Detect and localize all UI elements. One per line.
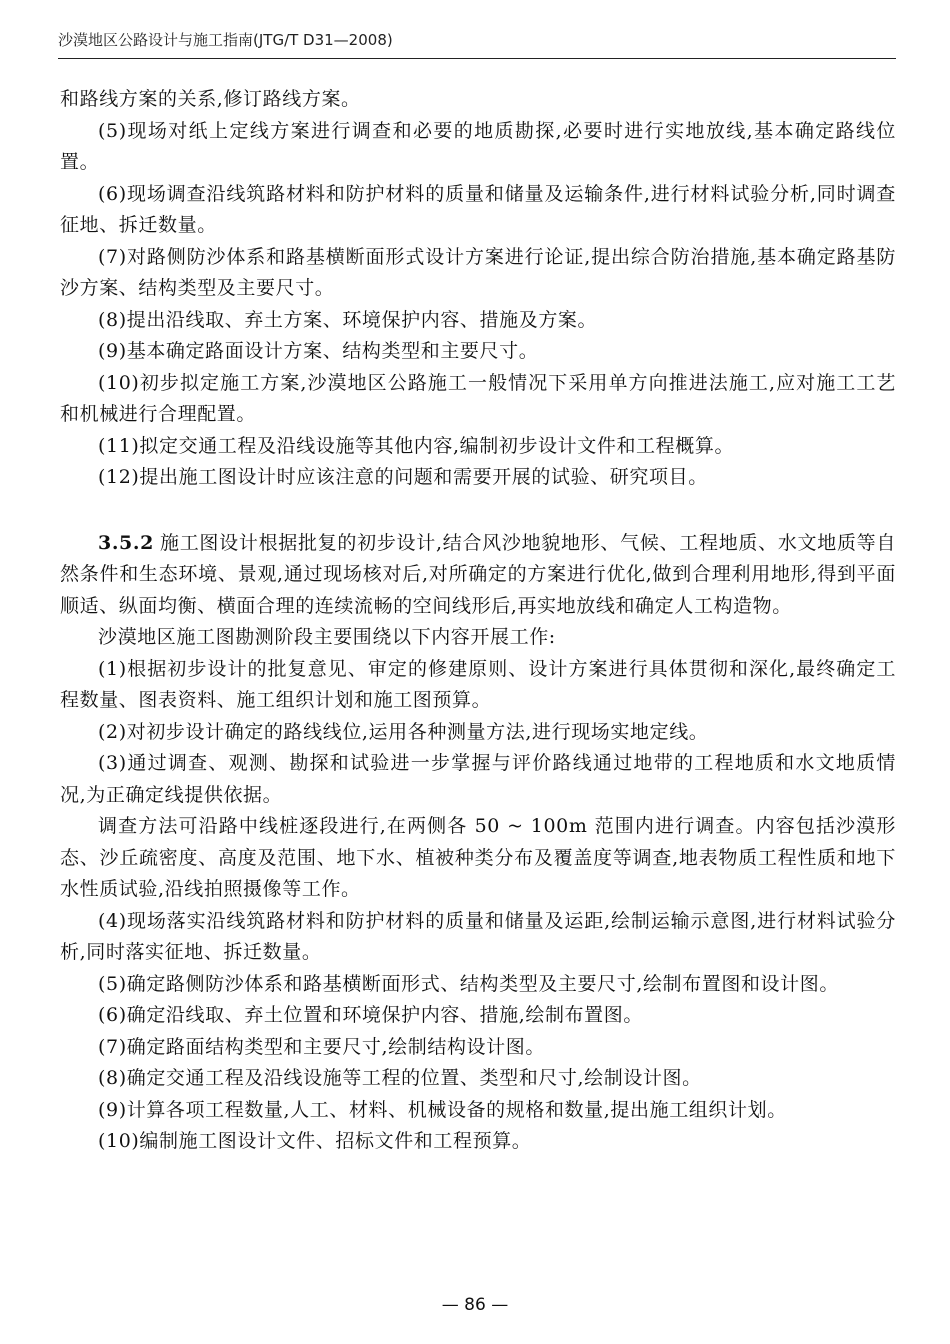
section-text: 施工图设计根据批复的初步设计,结合风沙地貌地形、气候、工程地质、水文地质等自然条件和生态环境、景观,通过现场核对后,对所确定的方案进行优化,做到合理利用地形,得到平面顺适、纵面均衡、横面合理的连续流畅的空间线形后,再实地放线和确定人工构造物。	[60, 531, 896, 617]
section-paragraph	[60, 528, 896, 623]
list-item: (5)确定路侧防沙体系和路基横断面形式、结构类型及主要尺寸,绘制布置图和设计图。	[98, 972, 839, 995]
list-item: (7)对路侧防沙体系和路基横断面形式设计方案进行论证,提出综合防治措施,基本确定路基防沙方案、结构类型及主要尺寸。	[60, 245, 896, 299]
list-item: (2)对初步设计确定的路线线位,运用各种测量方法,进行现场实地定线。	[98, 720, 709, 743]
paragraph: 和路线方案的关系,修订路线方案。	[60, 88, 361, 110]
page-number: — 86 —	[441, 1295, 509, 1315]
list-item: (5)现场对纸上定线方案进行调查和必要的地质勘探,必要时进行实地放线,基本确定路线位置。	[60, 119, 896, 173]
body-text	[60, 84, 896, 1158]
list-item: (8)确定交通工程及沿线设施等工程的位置、类型和尺寸,绘制设计图。	[98, 1067, 702, 1089]
list-item: (7)确定路面结构类型和主要尺寸,绘制结构设计图。	[98, 1035, 545, 1058]
paragraph: 沙漠地区施工图勘测阶段主要围绕以下内容开展工作:	[98, 626, 556, 648]
paragraph: 调查方法可沿路中线桩逐段进行,在两侧各 50 ~ 100m 范围内进行调查。内容包括沙漠形态、沙丘疏密度、高度及范围、地下水、植被种类分布及覆盖度等调查,地表物质工程性质和地下水性质试验,沿线拍照摄像等工作。	[60, 815, 896, 900]
list-item: (9)计算各项工程数量,人工、材料、机械设备的规格和数量,提出施工组织计划。	[98, 1098, 787, 1121]
list-item: (12)提出施工图设计时应该注意的问题和需要开展的试验、研究项目。	[98, 466, 708, 488]
list-item: (10)初步拟定施工方案,沙漠地区公路施工一般情况下采用单方向推进法施工,应对施工工艺和机械进行合理配置。	[60, 371, 896, 425]
list-item: (6)确定沿线取、弃土位置和环境保护内容、措施,绘制布置图。	[98, 1004, 643, 1026]
list-item: (1)根据初步设计的批复意见、审定的修建原则、设计方案进行具体贯彻和深化,最终确定工程数量、图表资料、施工组织计划和施工图预算。	[60, 657, 896, 711]
section-number: 3.5.2	[98, 531, 154, 554]
list-item: (8)提出沿线取、弃土方案、环境保护内容、措施及方案。	[98, 308, 598, 331]
list-item: (4)现场落实沿线筑路材料和防护材料的质量和储量及运距,绘制运输示意图,进行材料试验分析,同时落实征地、拆迁数量。	[60, 909, 896, 963]
list-item: (11)拟定交通工程及沿线设施等其他内容,编制初步设计文件和工程概算。	[98, 434, 735, 457]
running-header: 沙漠地区公路设计与施工指南(JTG/T D31—2008)	[58, 31, 393, 49]
header-rule	[58, 58, 896, 59]
list-item: (10)编制施工图设计文件、招标文件和工程预算。	[98, 1130, 532, 1152]
list-item: (6)现场调查沿线筑路材料和防护材料的质量和储量及运输条件,进行材料试验分析,同时调查征地、拆迁数量。	[60, 182, 896, 236]
list-item: (3)通过调查、观测、勘探和试验进一步掌握与评价路线通过地带的工程地质和水文地质情况,为正确定线提供依据。	[60, 752, 896, 806]
list-item: (9)基本确定路面设计方案、结构类型和主要尺寸。	[98, 340, 539, 362]
